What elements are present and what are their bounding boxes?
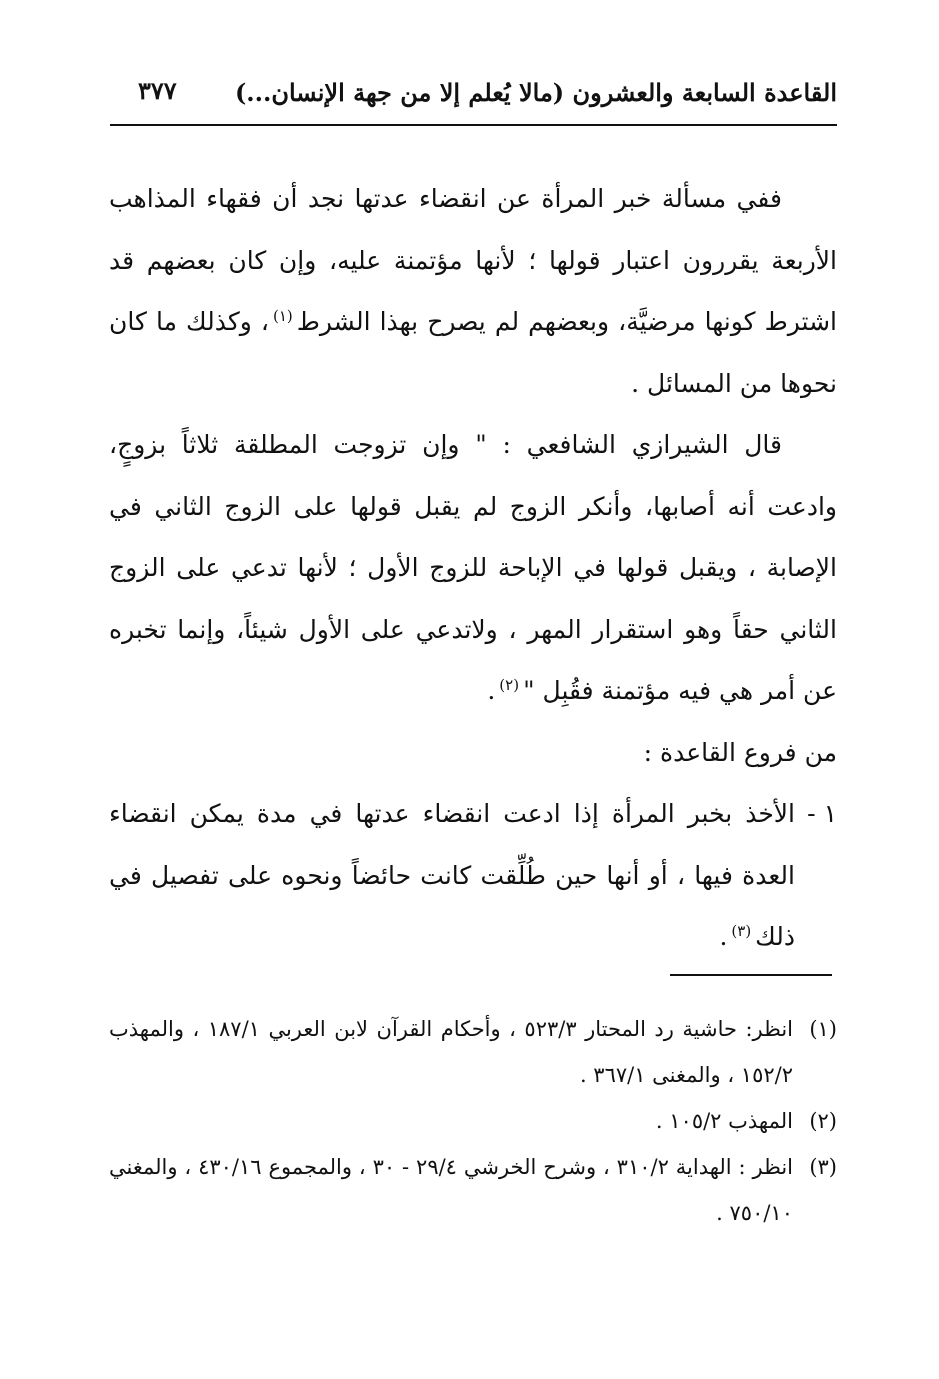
running-title: القاعدة السابعة والعشرون (مالا يُعلم إلا من جهة الإنسان...) [234,78,837,107]
footnote-ref-3: (٣) [731,921,752,940]
footnote-number: (٢) [809,1109,837,1133]
list-item-number: ١ - [807,799,837,828]
paragraph-2 [109,414,837,722]
page-number: ٣٧٧ [138,76,177,105]
list-item-end: . [719,922,728,951]
footnote-number: (١) [809,1017,837,1041]
paragraph-1 [109,168,837,414]
footnote-number: (٣) [809,1155,837,1179]
footnote-ref-2: (٢) [499,675,520,694]
footnote-text: انظر: حاشية رد المحتار ٥٢٣/٣ ، وأحكام القرآن لابن العربي ١٨٧/١ ، والمهذب ١٥٢/٢ ، والمغنى ٣٦٧/١ . [109,1017,794,1087]
header-divider [110,124,837,126]
footnote-divider [670,974,832,976]
footnote-text: انظر : الهداية ٣١٠/٢ ، وشرح الخرشي ٢٩/٤ - ٣٠ ، والمجموع ٤٣٠/١٦ ، والمغني ٧٥٠/١٠ . [109,1155,793,1225]
paragraph-1-text: ففي مسألة خبر المرأة عن انقضاء عدتها نجد أن فقهاء المذاهب الأربعة يقررون اعتبار قولها ؛ لأنها مؤتمنة عليه، وإن كان بعضهم قد اشترط كونها مرضيَّة، وبعضهم لم يصرح بهذا الشرط [109,184,837,336]
footnote-ref-1: (١) [272,306,293,325]
paragraph-1-end: ، وكذلك ما كان نحوها من المسائل . [109,307,837,398]
list-item [109,783,837,968]
paragraph-2-text: قال الشيرازي الشافعي : " وإن تزوجت المطلقة ثلاثاً بزوجٍ، وادعت أنه أصابها، وأنكر الزوج لم يقبل قولها على الزوج الثاني في الإصابة ، ويقبل قولها في الإباحة للزوج الأول ؛ لأنها تدعي على الزوج الثاني حقاً وهو استقرار المهر ، ولاتدعي على الأول شيئاً، وإنما تخبره عن أمر هي فيه مؤتمنة فقُبِل " [109,430,837,705]
paragraph-2-end: . [487,676,496,705]
main-text [109,168,837,968]
footnotes [109,1006,837,1236]
list-item-text: الأخذ بخبر المرأة إذا ادعت انقضاء عدتها في مدة يمكن انقضاء العدة فيها ، أو أنها حين طُلِّقت كانت حائضاً ونحوه على تفصيل في ذلك [109,799,795,951]
footnote-text: المهذب ١٠٥/٢ . [655,1109,793,1133]
section-heading: من فروع القاعدة : [643,737,837,767]
footnote-2 [109,1098,837,1144]
page-header [110,72,837,128]
footnote-1 [109,1006,837,1098]
footnote-3 [109,1144,837,1236]
